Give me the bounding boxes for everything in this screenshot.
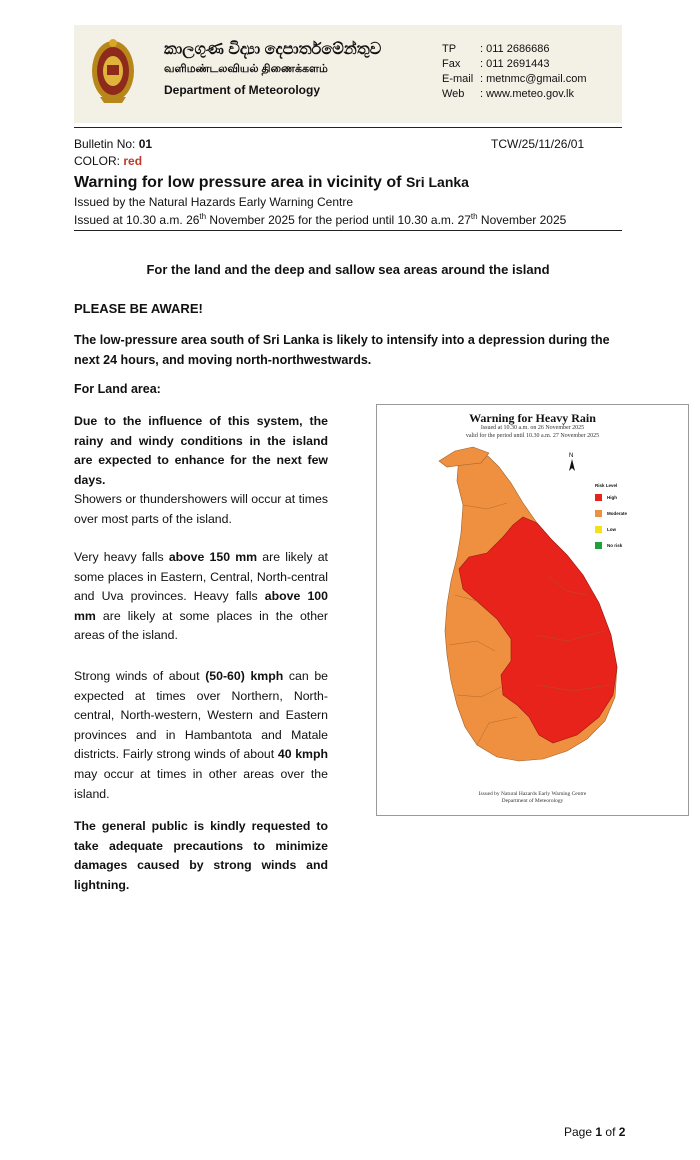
bulletin-color [74,154,142,168]
bulletin-title-text: Warning for low pressure area in vicinity of [74,174,402,191]
contact-value[interactable]: : metnmc@gmail.com [480,73,587,85]
map-footer-dept: Department of Meteorology [501,798,564,804]
bulletin-ref: TCW/25/11/26/01 [491,137,585,151]
issued-at-part: Issued at 10.30 a.m. 26 [74,213,200,227]
page-current: 1 [595,1125,603,1139]
contact-label: Web [442,88,465,100]
text-run-bold: above 100 mm [74,589,328,623]
text-run-bold: 40 kmph [277,747,329,762]
map-issued: Issued at 10.30 a.m. on 26 November 2025 [480,425,585,431]
legend-label: Moderate [607,510,628,516]
map-title: Warning for Heavy Rain [469,411,596,425]
contact-label: TP [442,43,457,55]
org-name-tamil: வளிமண்டலவியல் திணைக்களம் [164,63,328,75]
text-run-bold: (50-60) kmph [205,669,284,683]
bulletin-number-value: 01 [138,137,153,151]
bulletin-title-place: Sri Lanka [405,174,469,190]
aware-heading: PLEASE BE AWARE! [74,301,203,316]
paragraph-precautions: The general public is kindly requested to take adequate precautions to minimize damages caused by strong winds and lightning. [74,819,328,892]
contact-value[interactable]: : www.meteo.gov.lk [480,88,574,100]
legend-title: Risk Level [595,483,618,488]
issued-at-part: November 2025 [477,213,567,227]
contact-row [442,87,587,102]
intro-paragraph: The low-pressure area south of Sri Lanka is likely to intensify into a depression during the next 24 hours, and moving north-northwestwards. [74,333,610,367]
legend-swatch [595,510,602,517]
map-validity: valid for the period until 10.30 a.m. 27 November 2025 [465,433,600,439]
bulletin-color-label: COLOR: [74,154,121,168]
contact-info [442,42,587,102]
heavy-rain-warning-map [376,404,689,816]
ordinal-suffix: th [199,212,207,221]
sri-lanka-emblem-icon [90,37,136,105]
contact-row [442,42,587,57]
legend-item [595,506,627,520]
text-run: Very heavy falls [74,550,169,564]
paragraph-influence: Due to the influence of this system, the rainy and windy conditions in the island are expected to enhance for the next few days. [74,414,328,487]
legend-swatch [595,494,602,501]
land-area-heading: For Land area: [74,382,161,396]
page-number [564,1125,625,1139]
bulletin-title [74,174,469,192]
contact-row [442,72,587,87]
text-run: can be expected at times over Northern, North-central, North-western, Western and Eastern provinces and in Hambantota and Matale districts. Fairly strong winds of about [74,669,328,762]
contact-label: Fax [442,58,461,70]
paragraph-winds [74,667,328,804]
contact-label: E-mail [442,73,474,85]
paragraph-showers: Showers or thundershowers will occur at times over most parts of the island. [74,492,328,526]
page-total: 2 [618,1125,626,1139]
legend-swatch [595,542,602,549]
text-run: Strong winds of about [74,669,206,683]
org-name-english: Department of Meteorology [164,83,321,97]
text-run: are likely at some places in the other areas of the island. [74,608,328,643]
legend-label: High [607,494,617,500]
issued-at [74,212,566,227]
title-divider [74,230,622,231]
ordinal-suffix: th [470,212,478,221]
contact-value: : 011 2691443 [480,58,550,70]
bulletin-number-label: Bulletin No: [74,137,136,151]
text-run: may occur at times in other areas over the island. [74,766,328,801]
page-of: of [605,1125,616,1139]
org-name-sinhala: කාලගුණ විද්‍යා දෙපාර්තමේන්තුව [164,41,382,58]
legend-label: No risk [607,542,623,548]
letterhead [74,25,622,123]
north-arrow-icon [569,453,575,471]
legend-item [595,538,627,552]
contact-value: : 011 2686686 [480,43,550,55]
map-footer-issuer: Issued by Natural Hazards Early Warning Centre [478,791,587,797]
contact-row [442,57,587,72]
map-footer [377,791,688,805]
legend-item [595,490,627,504]
header-divider [74,127,622,128]
page-label: Page [564,1125,593,1139]
sri-lanka-map [377,405,688,815]
north-label: N [569,453,574,459]
map-legend [595,483,627,552]
legend-label: Low [607,526,616,532]
area-heading: For the land and the deep and sallow sea areas around the island [146,262,550,277]
paragraph-heavy-falls [74,548,328,646]
issued-by: Issued by the Natural Hazards Early Warning Centre [74,195,354,209]
text-run-bold: above 150 mm [168,550,258,564]
legend-swatch [595,526,602,533]
legend-item [595,522,627,536]
issued-at-part: November 2025 for the period until 10.30 a.m. 27 [206,213,471,227]
bulletin-color-value: red [123,154,143,168]
text-run: are likely at some places in Eastern, Central, North-central and Uva provinces. Heavy falls [74,550,328,604]
bulletin-number [74,137,152,151]
